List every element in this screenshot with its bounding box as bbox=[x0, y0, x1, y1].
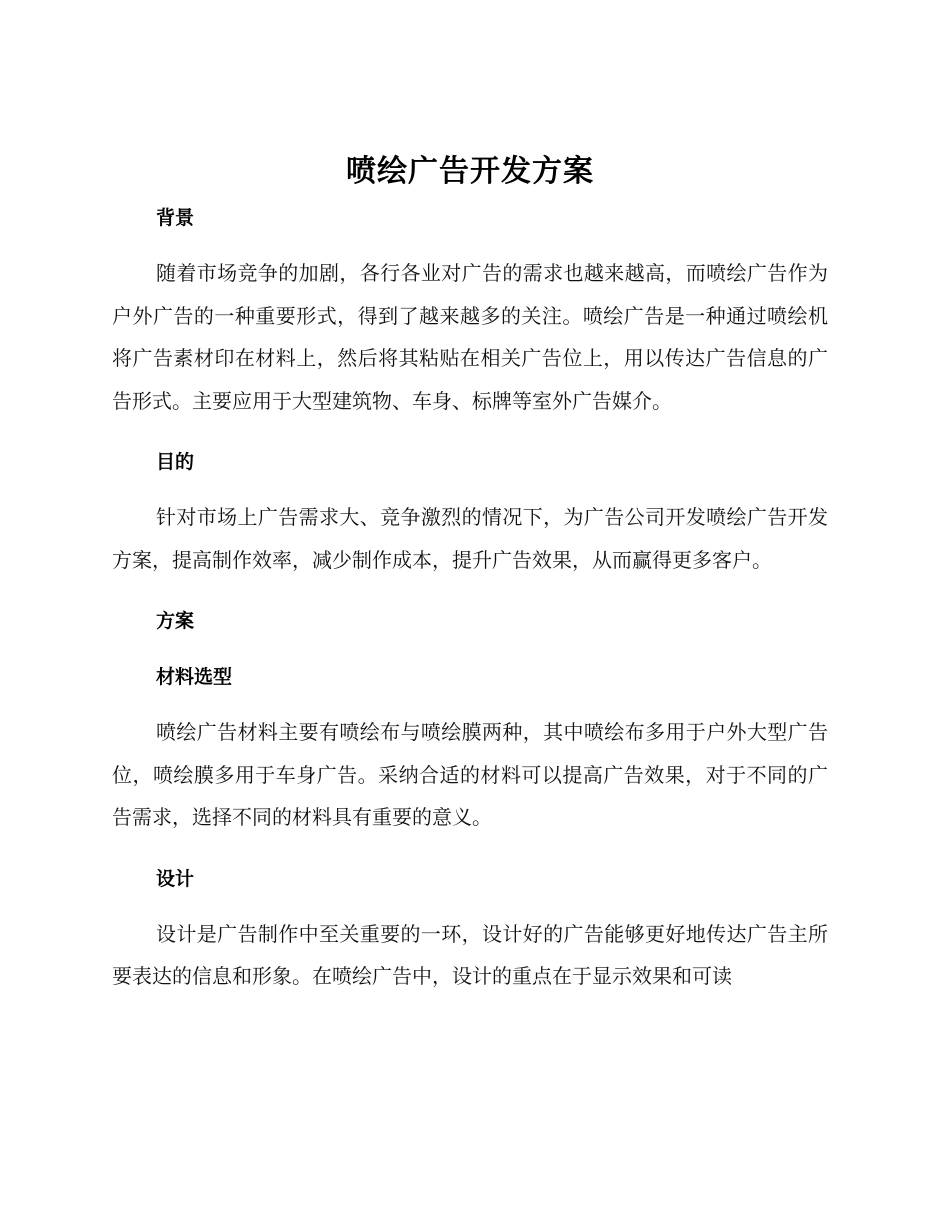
section-heading-purpose: 目的 bbox=[156, 451, 195, 473]
spacer bbox=[112, 839, 828, 865]
spacer bbox=[112, 422, 828, 448]
section-text-design: 设计是广告制作中至关重要的一环，设计好的广告能够更好地传达广告主所要表达的信息和形象。在喷绘广告中，设计的重点在于显示效果和可读 bbox=[112, 921, 828, 988]
spacer bbox=[112, 635, 828, 663]
spacer bbox=[112, 194, 828, 204]
spacer bbox=[112, 232, 828, 252]
spacer bbox=[112, 476, 828, 496]
section-text-material: 喷绘广告材料主要有喷绘布与喷绘膜两种，其中喷绘布多用于户外大型广告位，喷绘膜多用于车身广告。采纳合适的材料可以提高广告效果，对于不同的广告需求，选择不同的材料具有重要的意义。 bbox=[112, 720, 828, 829]
section-text-background: 随着市场竞争的加剧，各行各业对广告的需求也越来越高，而喷绘广告作为户外广告的一种重要形式，得到了越来越多的关注。喷绘广告是一种通过喷绘机将广告素材印在材料上，然后将其粘贴在相关广告位上，用以传达广告信息的广告形式。主要应用于大型建筑物、车身、标牌等室外广告媒介。 bbox=[112, 261, 828, 413]
section-heading-design: 设计 bbox=[156, 867, 195, 890]
section-heading-material: 材料选型 bbox=[156, 666, 233, 688]
section-heading-plan: 方案 bbox=[156, 610, 195, 632]
document-body bbox=[112, 150, 828, 998]
spacer bbox=[112, 691, 828, 711]
section-heading-background: 背景 bbox=[156, 207, 195, 229]
section-text-purpose: 针对市场上广告需求大、竞争激烈的情况下，为广告公司开发喷绘广告开发方案，提高制作效率，减少制作成本，提升广告效果，从而赢得更多客户。 bbox=[112, 505, 828, 572]
spacer bbox=[112, 581, 828, 607]
document-title: 喷绘广告开发方案 bbox=[346, 154, 594, 189]
spacer bbox=[112, 893, 828, 913]
